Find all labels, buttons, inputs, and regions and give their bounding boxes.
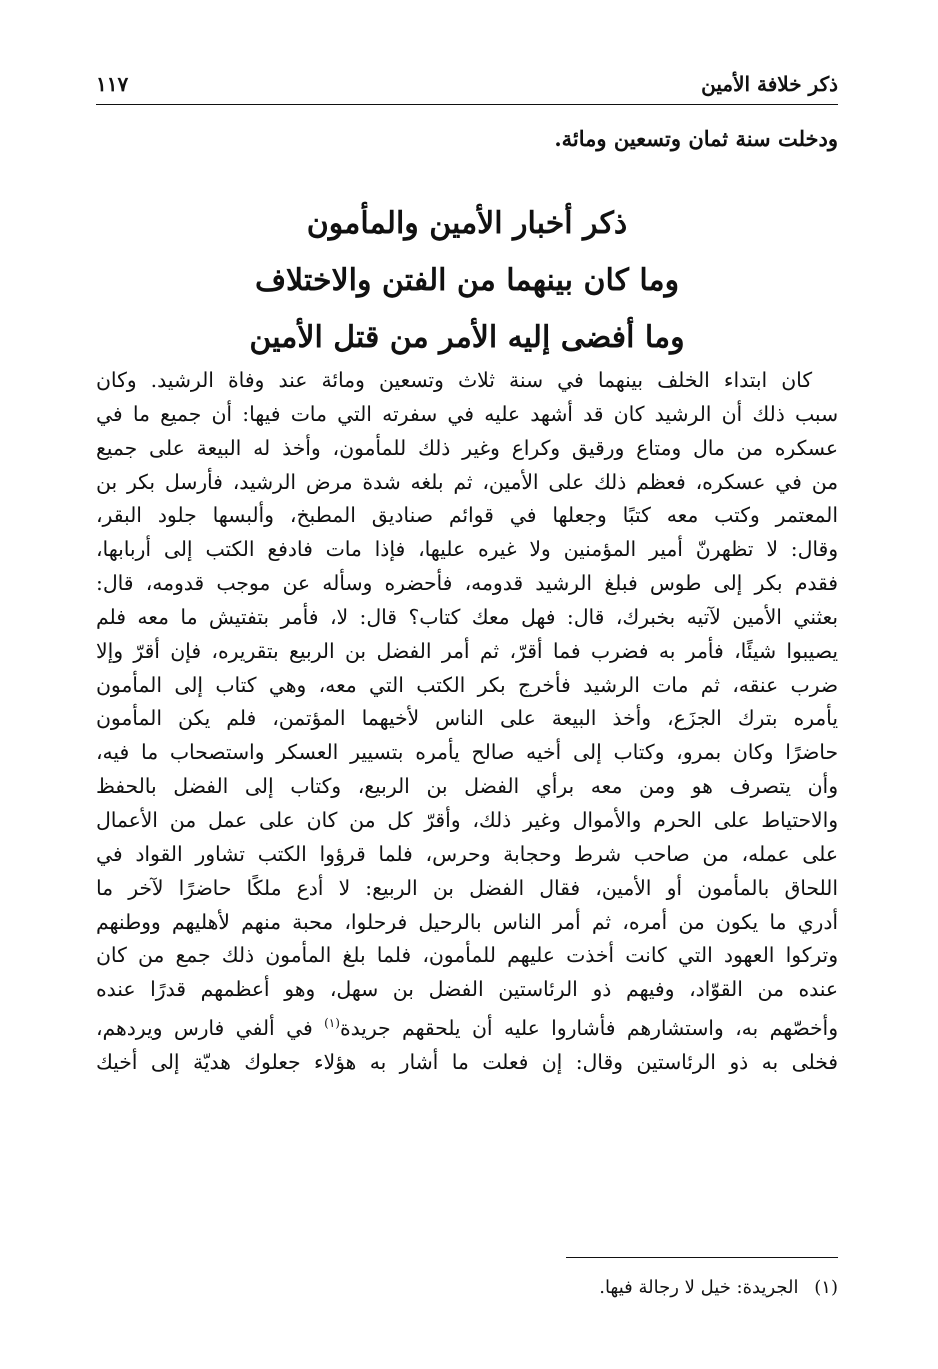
chapter-heading [96,195,838,366]
body-line: يصيبوا شيئًا، فأمر به فضرب فما أقرّ، ثم أمر الفضل بن الربيع بتقريره، فإن أقرّ وإلا [96,638,838,663]
body-line: ضرب عنقه، ثم مات الرشيد فأخرج بكر الكتب التي معه، وهي كتاب إلى المأمون [96,672,838,697]
body-line: عسكره من مال ومتاع ورقيق وكراع وغير ذلك للمأمون، وأخذ له البيعة على جميع [96,435,838,460]
footnote-text: الجريدة: خيل لا رجالة فيها. [599,1277,799,1298]
body-line: والاحتياط على الحرم والأموال وغير ذلك، وأقرّ كل من كان على عمل من الأعمال [96,807,838,832]
footnote [599,1277,838,1298]
body-line: وأن يتصرف هو ومن معه برأي الفضل بن الربيع، وكتاب إلى الفضل بالحفظ [96,774,838,799]
body-line: عنده من القوّاد، وفيهم ذو الرئاستين الفضل بن سهل، وهو أعظمهم قدرًا عنده [96,977,838,1002]
footnote-number: (١) [814,1277,838,1298]
heading-line-3: وما أفضى إليه الأمر من قتل الأمين [249,320,685,355]
body-line: أدري ما يكون من أمره، ثم أمر الناس بالرحيل فرحلوا، محبة منهم لأهليهم ووطنهم [96,909,838,934]
body-line: فقدم بكر إلى طوس فبلغ الرشيد قدومه، فأحضره وسأله عن موجب قدومه، قال: [96,571,838,596]
body-text-segment: وأخصّهم به، واستشارهم فأشاروا عليه أن يلحقهم جريدة [339,1015,838,1040]
heading-line-1: ذكر أخبار الأمين والمأمون [306,206,628,241]
body-line-with-footnote-ref [96,1007,838,1046]
body-line: وتركوا العهود التي كانت أخذت عليهم للمأمون، فلما بلغ المأمون ذلك جمع من كان [96,943,838,968]
running-title: ذكر خلافة الأمين [701,72,838,96]
heading-line-2: وما كان بينهما من الفتن والاختلاف [254,263,680,298]
body-line: كان ابتداء الخلف بينهما في سنة ثلاث وتسعين ومائة عند وفاة الرشيد. وكان [96,368,812,392]
body-line: وقال: لا تظهرنّ أمير المؤمنين ولا غيره عليها، فإذا مات فادفع الكتب إلى أربابها، [96,537,838,562]
body-line: فخلى به ذو الرئاستين وقال: إن فعلت ما أشار به هؤلاء جعلوك هديّة إلى أخيك [96,1049,838,1074]
body-line: اللحاق بالمأمون أو الأمين، فقال الفضل بن الربيع: لا أدع ملكًا حاضرًا لآخر ما [96,875,838,900]
body-line: سبب ذلك أن الرشيد كان قد أشهد عليه في سفرته التي مات فيها: أن جميع ما في [96,401,838,426]
running-header [96,70,838,105]
body-line: من في عسكره، فعظم ذلك على الأمين، ثم بلغه شدة مرض الرشيد، فأرسل بكر بن [96,469,838,494]
body-line: حاضرًا وكان بمرو، وكتاب إلى أخيه صالح يأمره بتسيير العسكر واستصحاب ما فيه، [96,740,838,765]
opening-line: ودخلت سنة ثمان وتسعين ومائة. [554,126,838,151]
body-line: على عمله، من صاحب شرط وحجابة وحرس، فلما قرؤوا الكتب تشاور القواد في [96,841,838,866]
footnote-reference[interactable]: (١) [324,1016,340,1031]
body-line: المعتمر وكتب معه كتبًا وجعلها في قوائم صناديق المطبخ، وألبسها جلود البقر، [96,503,838,528]
body-text [96,364,838,1079]
body-line: بعثني الأمين لآتيه بخبرك، قال: فهل معك كتاب؟ قال: لا، فأمر بتفتيش ما معه فلم [96,604,838,629]
footnote-divider [566,1257,838,1258]
body-text-segment: في ألفي فارس ويردهم، [96,1015,325,1040]
page-number: ١١٧ [96,72,129,96]
body-line: يأمره بترك الجزَع، وأخذ البيعة على الناس لأخيهما المؤتمن، فلم يكن المأمون [96,706,838,731]
